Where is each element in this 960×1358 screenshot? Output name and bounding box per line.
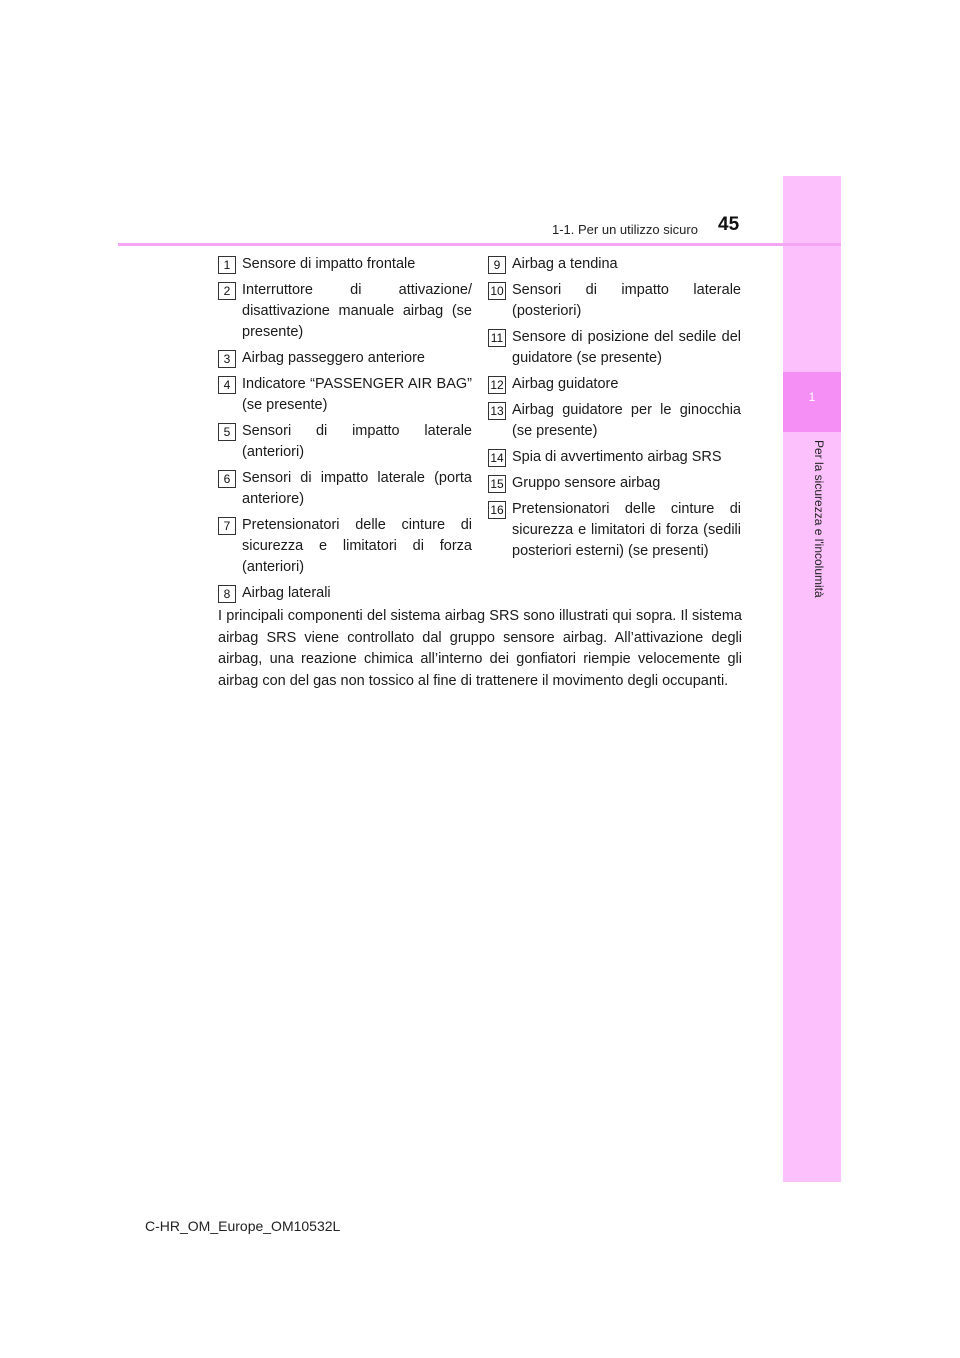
list-item: [488, 327, 741, 369]
page-number: 45: [718, 214, 740, 235]
item-number: 1: [218, 256, 236, 274]
chapter-label: Per la sicurezza e l'incolumità: [812, 440, 826, 598]
list-item: [488, 473, 741, 494]
item-text: Sensore di impatto frontale: [242, 256, 416, 272]
item-number: 9: [488, 256, 506, 274]
chapter-number: 1: [808, 390, 816, 404]
list-item: [218, 374, 472, 416]
item-number: 13: [488, 402, 506, 420]
item-number: 10: [488, 282, 506, 300]
list-item: [218, 421, 472, 463]
section-title: 1-1. Per un utilizzo sicuro: [552, 222, 698, 237]
item-text: Spia di avvertimento airbag SRS: [512, 449, 722, 465]
list-item: [218, 254, 472, 275]
components-list-left: [218, 254, 472, 609]
list-item: [488, 374, 741, 395]
chapter-side-tab: [783, 176, 841, 1182]
item-text: Indicatore “PASSENGER AIR BAG” (se presente): [242, 376, 472, 413]
list-item: [488, 447, 741, 468]
item-text: Gruppo sensore airbag: [512, 475, 661, 491]
item-number: 6: [218, 470, 236, 488]
item-number: 4: [218, 376, 236, 394]
document-id: C-HR_OM_Europe_OM10532L: [145, 1218, 341, 1234]
list-item: [218, 583, 472, 604]
item-number: 14: [488, 449, 506, 467]
list-item: [488, 280, 741, 322]
item-number: 12: [488, 376, 506, 394]
item-number: 15: [488, 475, 506, 493]
item-number: 8: [218, 585, 236, 603]
components-list-right: [488, 254, 741, 567]
item-text: Sensori di impatto laterale (anteriori): [242, 423, 472, 460]
list-item: [218, 468, 472, 510]
item-number: 5: [218, 423, 236, 441]
item-text: Sensori di impatto laterale (posteriori): [512, 282, 741, 319]
list-item: [218, 515, 472, 578]
item-text: Sensori di impatto laterale (porta anteriore): [242, 470, 472, 507]
item-text: Airbag guidatore: [512, 376, 619, 392]
list-item: [488, 254, 741, 275]
item-text: Airbag passeggero anteriore: [242, 350, 425, 366]
body-paragraph: I principali componenti del sistema airbag SRS sono illustrati qui sopra. Il sistema airbag SRS viene controllato dal gruppo sensore airbag. All’attivazione degli airbag, una reazione chimica all’interno dei gonfiatori riempie velocemente gli airbag con del gas non tossico al fine di trattenere il movimento degli occupanti.: [218, 608, 742, 689]
item-number: 7: [218, 517, 236, 535]
item-number: 2: [218, 282, 236, 300]
header-divider: [118, 243, 841, 246]
item-number: 11: [488, 329, 506, 347]
item-text: Airbag laterali: [242, 585, 331, 601]
item-text: Sensore di posizione del sedile del guidatore (se presente): [512, 329, 741, 366]
item-text: Airbag a tendina: [512, 256, 618, 272]
list-item: [218, 348, 472, 369]
item-text: Pretensionatori delle cinture di sicurezza e limitatori di forza (anteriori): [242, 517, 472, 575]
item-text: Airbag guidatore per le ginocchia (se presente): [512, 402, 741, 439]
list-item: [218, 280, 472, 343]
item-number: 3: [218, 350, 236, 368]
list-item: [488, 400, 741, 442]
list-item: [488, 499, 741, 562]
item-text: Pretensionatori delle cinture di sicurezza e limitatori di forza (sedili posteriori esterni) (se presenti): [512, 501, 741, 559]
item-number: 16: [488, 501, 506, 519]
item-text: Interruttore di attivazione/ disattivazione manuale airbag (se presente): [242, 282, 472, 340]
